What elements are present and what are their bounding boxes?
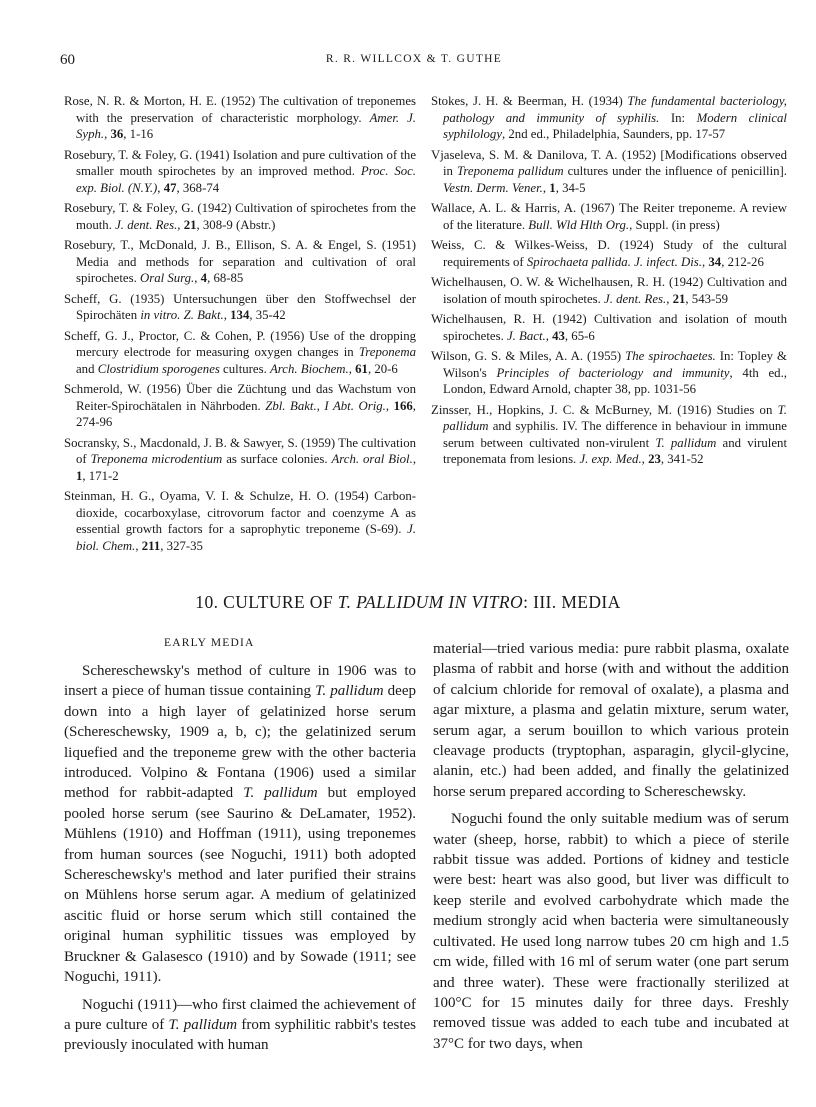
reference-item: Rose, N. R. & Morton, H. E. (1952) The cultivation of treponemes with the preservation of characteristic morphology. Amer. J. Syph., 36, 1-16 xyxy=(64,94,416,141)
reference-item: Schmerold, W. (1956) Über die Züchtung und das Wachstum von Reiter-Spirochätalen in Nährboden. Zbl. Bakt., I Abt. Orig., 166, 274-96 xyxy=(64,382,416,429)
reference-item: Wilson, G. S. & Miles, A. A. (1955) The spirochaetes. In: Topley & Wilson's Principles of bacteriology and immunity, 4th ed., London, Edward Arnold, chapter 38, pp. 1031-56 xyxy=(431,349,787,396)
body-column-right xyxy=(433,639,789,1061)
reference-item: Socransky, S., Macdonald, J. B. & Sawyer, S. (1959) The cultivation of Treponema microdentium as surface colonies. Arch. oral Biol., 1, 171-2 xyxy=(64,435,417,483)
reference-item: Wallace, A. L. & Harris, A. (1967) The Reiter treponeme. A review of the literature. Bull. Wld Hlth Org., Suppl. (in press) xyxy=(431,201,787,232)
body-column-left xyxy=(64,661,416,1063)
body-paragraph: Noguchi (1911)—who first claimed the achievement of a pure culture of T. pallidum from syphilitic rabbit's testes previously inoculated with human xyxy=(64,996,416,1054)
reference-list-left xyxy=(64,93,416,558)
reference-item: Scheff, G. J., Proctor, C. & Cohen, P. (1956) Use of the dropping mercury electrode for measuring oxygen changes in Treponema and Clostridium sporogenes cultures. Arch. Biochem., 61, 20-6 xyxy=(64,328,416,376)
page-number: 60 xyxy=(60,52,75,68)
reference-item: Wichelhausen, O. W. & Wichelhausen, R. H. (1942) Cultivation and isolation of mouth spirochetes. J. dent. Res., 21, 543-59 xyxy=(431,275,787,306)
reference-item: Steinman, H. G., Oyama, V. I. & Schulze, H. O. (1954) Carbon-dioxide, cocarboxylase, citrovorum factor and coenzyme A as essential growth factors for a saprophytic treponeme (S-69). J. biol. Chem., 211, 327-35 xyxy=(64,489,416,553)
reference-item: Rosebury, T., McDonald, J. B., Ellison, S. A. & Engel, S. (1951) Media and methods for separation and cultivation of oral spirochetes. Oral Surg., 4, 68-85 xyxy=(64,238,416,285)
body-paragraph: Noguchi found the only suitable medium was of serum water (sheep, horse, rabbit) to which a piece of sterile rabbit tissue was added. Portions of kidney and testicle were best: heart was also good, but liver was difficult to keep sterile and evolved carbohydrate which made the medium strongly acid when bacteria were simultaneously cultivated. He used long narrow tubes 20 cm high and 1.5 cm wide, filled with 16 ml of serum water (one part serum and three water). These were fractionally sterilized at 100°C for 15 minutes daily for three days. Freshly removed tissue was added to each tube and incubated at 37°C for two days, when xyxy=(433,811,789,1052)
body-paragraph: material—tried various media: pure rabbit plasma, oxalate plasma of rabbit and horse (with and without the addition of calcium chloride for removal of oxalate), a plasma and agar mixture, a plasma and gelatin mixture, serum water, serum agar, a serum bouillon to which various protein cleavage products (tryptophan, asparagin, glycil-glycine, alanin, etc.) had been added, and finally the gelatinized horse serum prepared according to Schereschewsky. xyxy=(433,641,789,800)
reference-item: Weiss, C. & Wilkes-Weiss, D. (1924) Study of the cultural requirements of Spirochaeta pallida. J. infect. Dis., 34, 212-26 xyxy=(431,238,787,269)
reference-item: Vjaseleva, S. M. & Danilova, T. A. (1952) [Modifications observed in Treponema pallidum cultures under the influence of penicillin]. Vestn. Derm. Vener., 1, 34-5 xyxy=(431,147,787,195)
reference-list-right xyxy=(431,93,787,472)
reference-item: Scheff, G. (1935) Untersuchungen über den Stoffwechsel der Spirochäten in vitro. Z. Bakt., 134, 35-42 xyxy=(64,291,416,322)
body-paragraph: Schereschewsky's method of culture in 1906 was to insert a piece of human tissue containing T. pallidum deep down into a high layer of gelatinized horse serum (Schereschewsky, 1909 a, b, c); the gelatinized serum liquefied and the treponeme grew with the other bacteria introduced. Volpino & Fontana (1906) used a similar method for rabbit-adapted T. pallidum but employed pooled horse serum (see Saurino & DeLamater, 1952). Mühlens (1910) and Hoffman (1911), using treponemes from human sources (see Noguchi, 1911) both adopted Schereschewsky's method and later purified their strains on Mühlens horse serum agar. A medium of gelatinized ascitic fluid or horse serum which still contained the original human syphilitic tissues was employed by Bruckner & Galasesco (1910) and by Sowade (1911; see Noguchi, 1911). xyxy=(64,663,416,986)
reference-item: Rosebury, T. & Foley, G. (1941) Isolation and pure cultivation of the smaller mouth spirochetes by an improved method. Proc. Soc. exp. Biol. (N.Y.), 47, 368-74 xyxy=(64,147,416,195)
reference-item: Wichelhausen, R. H. (1942) Cultivation and isolation of mouth spirochetes. J. Bact., 43, 65-6 xyxy=(431,312,787,343)
section-subheading: EARLY MEDIA xyxy=(164,637,255,649)
reference-item: Stokes, J. H. & Beerman, H. (1934) The fundamental bacteriology, pathology and immunity of syphilis. In: Modern clinical syphilology, 2nd ed., Philadelphia, Saunders, pp. 17-57 xyxy=(431,94,787,141)
page-header xyxy=(60,52,768,74)
section-title: 10. CULTURE OF T. PALLIDUM IN VITRO: III. MEDIA xyxy=(195,592,621,612)
reference-item: Zinsser, H., Hopkins, J. C. & McBurney, M. (1916) Studies on T. pallidum and syphilis. IV. The difference in behaviour in immune serum between cultivated non-virulent T. pallidum and virulent treponemata from lesions. J. exp. Med., 23, 341-52 xyxy=(431,402,787,466)
running-head: R. R. WILLCOX & T. GUTHE xyxy=(325,53,503,65)
reference-item: Rosebury, T. & Foley, G. (1942) Cultivation of spirochetes from the mouth. J. dent. Res., 21, 308-9 (Abstr.) xyxy=(64,201,416,232)
